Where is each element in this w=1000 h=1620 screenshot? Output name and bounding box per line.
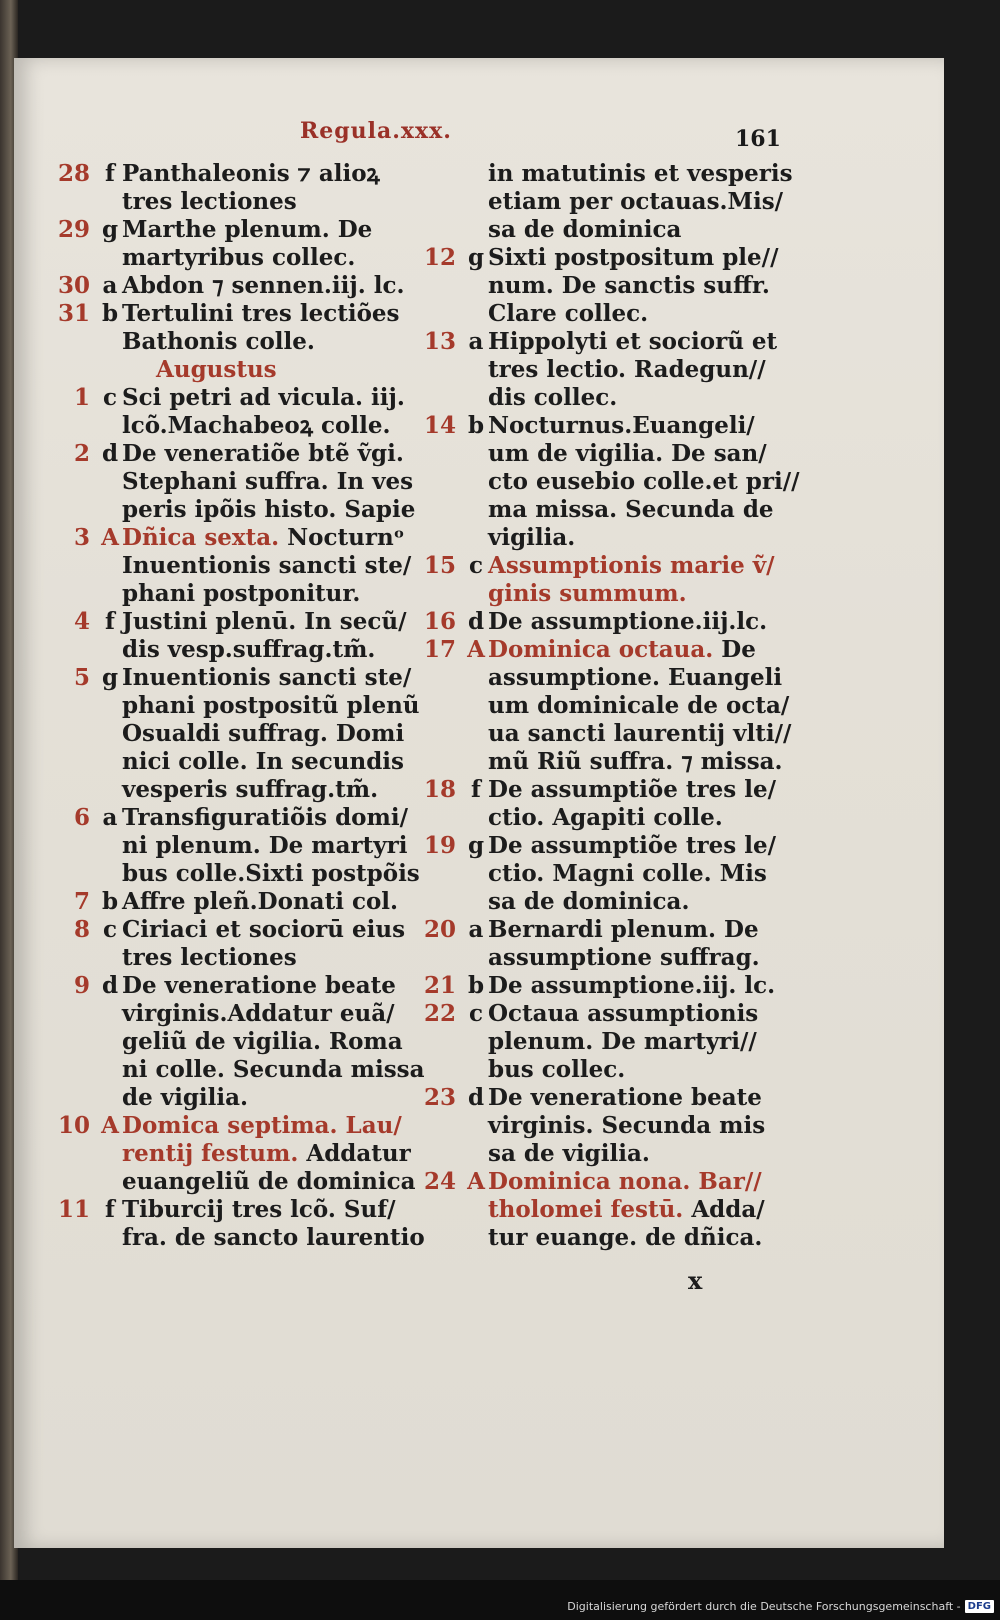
dominical-letter: g — [467, 244, 485, 271]
entry-text — [122, 608, 448, 664]
day-number: 14 — [423, 412, 456, 439]
entry-text — [488, 608, 794, 636]
entry-line: Inuentionis sancti ste/ — [122, 552, 412, 579]
dominical-letter: c — [102, 916, 117, 943]
entry-line: tres lectiones — [122, 944, 297, 971]
entry-line: ctio. Magni colle. Mis — [488, 860, 767, 887]
entry-line: ua sancti laurentij vlti// — [488, 720, 792, 747]
day-number: 9 — [73, 972, 90, 999]
calendar-entry — [48, 608, 448, 664]
calendar-entry — [414, 832, 794, 916]
entry-line: ni colle. Secunda missa — [122, 1056, 425, 1083]
entry-text — [122, 160, 448, 216]
entry-text — [122, 1112, 448, 1196]
dominical-letter: d — [101, 972, 119, 999]
dominical-letter: d — [101, 440, 119, 467]
calendar-entry — [414, 552, 794, 608]
day-number: 2 — [73, 440, 90, 467]
entry-line: lcõ.Machabeoꝝ colle. — [122, 412, 391, 439]
entry-line: Panthaleonis ⁊ alioꝝ — [122, 160, 380, 187]
dominical-letter: a — [102, 804, 118, 831]
entry-line: ma missa. Secunda de — [488, 496, 774, 523]
entry-line: fra. de sancto laurentio — [122, 1224, 425, 1251]
rubric-text: ginis summum. — [488, 580, 687, 607]
entry-text — [122, 972, 448, 1112]
entry-line: virginis. Secunda mis — [488, 1112, 766, 1139]
entry-line: cto eusebio colle.et pri// — [488, 468, 800, 495]
calendar-entry — [48, 160, 448, 216]
folio-number: 161 — [735, 126, 781, 152]
entry-text — [122, 440, 448, 524]
day-number: 8 — [73, 916, 90, 943]
day-number: 15 — [423, 552, 456, 579]
entry-text — [488, 916, 794, 972]
dominical-letter: b — [467, 412, 485, 439]
calendar-entry — [414, 412, 800, 552]
day-number: 23 — [423, 1084, 456, 1111]
entry-line: Sixti postpositum ple// — [488, 244, 779, 271]
calendar-column-right — [414, 160, 800, 1252]
entry-line: virginis.Addatur euã/ — [122, 1000, 395, 1027]
entry-line — [488, 552, 794, 580]
month-heading: Augustus — [156, 356, 277, 383]
day-number: 31 — [57, 300, 90, 327]
entry-line: rentij festum. Addatur — [122, 1140, 411, 1167]
rubric-text: Assumptionis marie ṽ/ — [488, 552, 775, 579]
entry-line: Justini plenū. In secũ/ — [122, 608, 407, 635]
day-number: 5 — [73, 664, 90, 691]
entry-line: Affre pleñ.Donati col. — [122, 888, 399, 915]
dominical-letter: b — [101, 300, 119, 327]
day-number: 28 — [57, 160, 90, 187]
rubric-text: Dominica octaua. — [488, 636, 714, 663]
entry-line: ctio. Agapiti colle. — [488, 804, 723, 831]
entry-text — [122, 916, 448, 972]
dominical-letter: f — [105, 1196, 115, 1223]
entry-text — [122, 300, 448, 356]
calendar-entry — [414, 916, 794, 972]
day-number: 3 — [73, 524, 90, 551]
entry-line: mũ Riũ suffra. ⁊ missa. — [488, 748, 783, 775]
entry-line: Sci petri ad vicula. iij. — [122, 384, 405, 411]
entry-line: vigilia. — [488, 524, 576, 551]
entry-line: sa de vigilia. — [488, 1140, 650, 1167]
entry-line: tur euange. de dñica. — [488, 1224, 763, 1251]
calendar-entry — [414, 328, 794, 412]
day-number: 29 — [57, 216, 90, 243]
entry-line: Transfiguratiõis domi/ — [122, 804, 408, 831]
calendar-entry — [48, 1112, 448, 1196]
entry-line: Marthe plenum. De — [122, 216, 373, 243]
entry-line: Dominica octaua. De — [488, 636, 756, 663]
entry-line: Inuentionis sancti ste/ — [122, 664, 412, 691]
entry-text — [488, 776, 794, 832]
entry-line: um de vigilia. De san/ — [488, 440, 767, 467]
day-number: 20 — [423, 916, 456, 943]
entry-line: assumptione. Euangeli — [488, 664, 783, 691]
dominical-letter: g — [467, 832, 485, 859]
entry-line — [488, 1168, 794, 1196]
entry-line: De assumptione.iij. lc. — [488, 972, 776, 999]
entry-line: De assumptiõe tres le/ — [488, 832, 776, 859]
dominical-letter: f — [105, 608, 115, 635]
dominical-letter: A — [101, 524, 119, 551]
entry-text — [488, 552, 794, 608]
rubric-text: rentij festum. — [122, 1140, 299, 1167]
calendar-entry — [414, 244, 794, 328]
entry-line: De veneratione beate — [488, 1084, 762, 1111]
calendar-entry — [48, 384, 448, 440]
entry-line: vesperis suffrag.tm̃. — [122, 776, 379, 803]
entry-line: phani postpositũ plenũ — [122, 692, 420, 719]
entry-text — [122, 216, 448, 272]
calendar-entry — [48, 972, 448, 1112]
signature-mark: x — [688, 1266, 703, 1295]
day-number: 18 — [423, 776, 456, 803]
entry-line: sa de dominica. — [488, 888, 690, 915]
entry-text — [488, 1084, 794, 1168]
calendar-entry — [48, 440, 448, 524]
entry-line: Octaua assumptionis — [488, 1000, 759, 1027]
day-number: 12 — [423, 244, 456, 271]
dominical-letter: g — [101, 216, 119, 243]
entry-line: etiam per octauas.Mis/ — [488, 188, 784, 215]
entry-line: dis vesp.suffrag.tm̃. — [122, 636, 376, 663]
calendar-entry — [414, 636, 794, 776]
day-number: 1 — [73, 384, 90, 411]
day-number: 13 — [423, 328, 456, 355]
dominical-letter: f — [471, 776, 481, 803]
entry-line: tres lectiones — [122, 188, 297, 215]
entry-line: sa de dominica — [488, 216, 682, 243]
entry-text — [122, 384, 448, 440]
entry-line: num. De sanctis suffr. — [488, 272, 770, 299]
entry-line: plenum. De martyri// — [488, 1028, 757, 1055]
entry-line: Bernardi plenum. De — [488, 916, 759, 943]
day-number: 6 — [73, 804, 90, 831]
entry-line: geliũ de vigilia. Roma — [122, 1028, 403, 1055]
dominical-letter: c — [468, 552, 483, 579]
dominical-letter: b — [467, 972, 485, 999]
entry-line: tholomei festū. Adda/ — [488, 1196, 765, 1223]
dominical-letter: a — [468, 916, 484, 943]
entry-text — [122, 664, 448, 804]
dfg-logo: DFG — [965, 1600, 994, 1613]
credit-text: Digitalisierung gefördert durch die Deutsche Forschungsgemeinschaft - — [567, 1599, 961, 1613]
calendar-entry — [48, 888, 448, 916]
entry-line: bus collec. — [488, 1056, 626, 1083]
day-number: 21 — [423, 972, 456, 999]
entry-text — [122, 888, 448, 916]
day-number: 24 — [423, 1168, 456, 1195]
day-number: 11 — [57, 1196, 90, 1223]
calendar-entry — [414, 972, 794, 1000]
day-number: 17 — [423, 636, 456, 663]
continuation-text — [414, 160, 794, 244]
calendar-entry — [414, 1084, 794, 1168]
entry-line — [122, 1112, 448, 1140]
calendar-entry — [48, 1196, 448, 1252]
calendar-entry — [414, 608, 794, 636]
dominical-letter: a — [102, 272, 118, 299]
entry-text — [122, 272, 448, 300]
entry-line: Tiburcij tres lcõ. Suf/ — [122, 1196, 396, 1223]
entry-line: martyribus collec. — [122, 244, 356, 271]
calendar-entry — [48, 272, 448, 300]
entry-line: Ciriaci et sociorū eius — [122, 916, 406, 943]
running-head: Regula.xxx. — [300, 118, 452, 144]
entry-line: De veneratione beate — [122, 972, 396, 999]
entry-line: bus colle.Sixti postpõis — [122, 860, 420, 887]
calendar-entry — [48, 524, 448, 608]
calendar-entry — [414, 1168, 794, 1252]
entry-line: Osualdi suffrag. Domi — [122, 720, 405, 747]
day-number: 22 — [423, 1000, 456, 1027]
entry-line: Clare collec. — [488, 300, 649, 327]
calendar-entry — [48, 916, 448, 972]
entry-line: peris ipõis histo. Sapie — [122, 496, 416, 523]
entry-text — [488, 636, 794, 776]
dominical-letter: a — [468, 328, 484, 355]
entry-line: dis collec. — [488, 384, 618, 411]
entry-line: ni plenum. De martyri — [122, 832, 408, 859]
entry-text — [122, 524, 448, 608]
entry-line: phani postponitur. — [122, 580, 361, 607]
calendar-entry — [48, 300, 448, 356]
rubric-text: Domica septima. Lau/ — [122, 1112, 402, 1139]
entry-text — [488, 972, 794, 1000]
entry-line: Abdon ⁊ sennen.iij. lc. — [122, 272, 405, 299]
entry-line: Bathonis colle. — [122, 328, 315, 355]
entry-line: nici colle. In secundis — [122, 748, 404, 775]
calendar-entry — [414, 1000, 794, 1084]
calendar-entry — [48, 216, 448, 272]
entry-text — [488, 832, 794, 916]
calendar-entry — [48, 804, 448, 888]
entry-line: um dominicale de octa/ — [488, 692, 790, 719]
entry-line: Dñica sexta. Nocturnᵒ — [122, 524, 405, 551]
day-number: 7 — [73, 888, 90, 915]
entry-line: assumptione suffrag. — [488, 944, 760, 971]
dominical-letter: d — [467, 1084, 485, 1111]
entry-line — [488, 580, 794, 608]
entry-line: euangeliũ de dominica — [122, 1168, 416, 1195]
entry-line: tres lectio. Radegun// — [488, 356, 766, 383]
dominical-letter: g — [101, 664, 119, 691]
entry-text — [488, 412, 800, 552]
entry-line: Hippolyti et sociorũ et — [488, 328, 778, 355]
entry-text — [488, 328, 794, 412]
dominical-letter: d — [467, 608, 485, 635]
dominical-letter: f — [105, 160, 115, 187]
day-number: 19 — [423, 832, 456, 859]
rubric-text: tholomei festū. — [488, 1196, 684, 1223]
entries-before-month — [48, 160, 448, 356]
entry-text — [122, 1196, 448, 1252]
day-number: 10 — [57, 1112, 90, 1139]
entry-line: Stephani suffra. In ves — [122, 468, 414, 495]
dominical-letter: A — [101, 1112, 119, 1139]
entry-line: in matutinis et vesperis — [488, 160, 793, 187]
entries-after-month — [48, 384, 448, 1252]
entry-text — [122, 804, 448, 888]
dominical-letter: c — [468, 1000, 483, 1027]
entry-line: De assumptione.iij.lc. — [488, 608, 768, 635]
day-number: 16 — [423, 608, 456, 635]
entry-text — [488, 1168, 794, 1252]
dominical-letter: A — [467, 636, 485, 663]
entries-right — [414, 244, 800, 1252]
digitization-credit — [567, 1597, 994, 1615]
dominical-letter: c — [102, 384, 117, 411]
day-number: 4 — [73, 608, 90, 635]
rubric-text: Dominica nona. Bar// — [488, 1168, 762, 1195]
calendar-entry — [48, 664, 448, 804]
rubric-text: Dñica sexta. — [122, 524, 280, 551]
calendar-column-left — [48, 160, 448, 1252]
entry-line: De veneratiõe btẽ ṽgi. — [122, 440, 404, 467]
calendar-entry — [414, 776, 794, 832]
entry-text — [488, 1000, 794, 1084]
entry-text — [488, 244, 794, 328]
entry-line: de vigilia. — [122, 1084, 249, 1111]
entry-line: De assumptiõe tres le/ — [488, 776, 776, 803]
dominical-letter: b — [101, 888, 119, 915]
day-number: 30 — [57, 272, 90, 299]
entry-line: Nocturnus.Euangeli/ — [488, 412, 755, 439]
dominical-letter: A — [467, 1168, 485, 1195]
entry-line: Tertulini tres lectiões — [122, 300, 400, 327]
